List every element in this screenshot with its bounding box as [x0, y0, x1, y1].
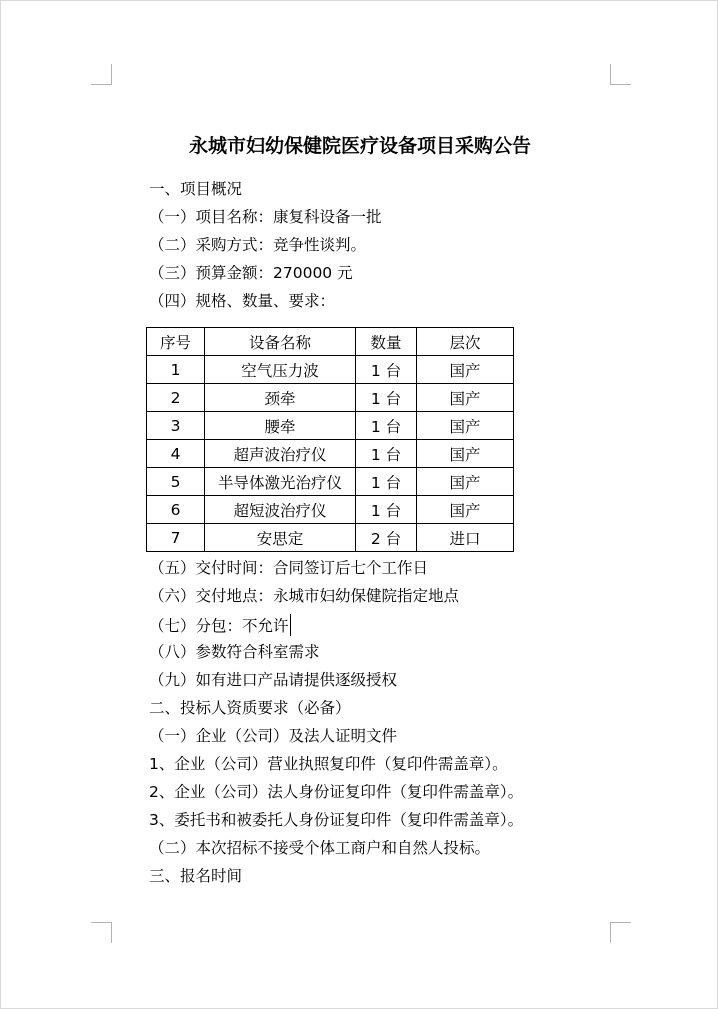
table-row	[147, 496, 514, 524]
parameters-line[interactable]: （八）参数符合科室需求	[149, 643, 320, 661]
budget-line[interactable]: （三）预算金额：270000 元	[149, 264, 353, 282]
table-cell-quantity[interactable]: 1 台	[356, 440, 417, 468]
table-cell-name[interactable]: 半导体激光治疗仪	[205, 468, 356, 496]
table-cell-origin[interactable]: 国产	[417, 496, 514, 524]
subcontract-line[interactable]	[149, 614, 291, 636]
procurement-method-line[interactable]: （二）采购方式：竞争性谈判。	[149, 236, 367, 254]
table-cell-name[interactable]: 安思定	[205, 524, 356, 552]
table-cell-name[interactable]: 颈牵	[205, 384, 356, 412]
table-cell-origin[interactable]: 国产	[417, 412, 514, 440]
text-cursor	[290, 614, 291, 636]
table-cell-origin[interactable]: 国产	[417, 384, 514, 412]
table-cell-origin[interactable]: 国产	[417, 468, 514, 496]
margin-mark-top-right	[610, 64, 631, 85]
project-name-line[interactable]: （一）项目名称：康复科设备一批	[149, 208, 382, 226]
header-cell-quantity[interactable]: 数量	[356, 328, 417, 356]
margin-mark-top-left	[91, 64, 112, 85]
table-cell-index[interactable]: 6	[147, 496, 205, 524]
import-authorization-line[interactable]: （九）如有进口产品请提供逐级授权	[149, 671, 398, 689]
table-cell-index[interactable]: 3	[147, 412, 205, 440]
table-cell-index[interactable]: 1	[147, 356, 205, 384]
header-cell-index[interactable]: 序号	[147, 328, 205, 356]
table-cell-name[interactable]: 腰牵	[205, 412, 356, 440]
qualification-sub2[interactable]: （二）本次招标不接受个体工商户和自然人投标。	[149, 839, 491, 857]
header-cell-origin[interactable]: 层次	[417, 328, 514, 356]
table-cell-origin[interactable]: 国产	[417, 356, 514, 384]
requirement-2[interactable]: 2、企业（公司）法人身份证复印件（复印件需盖章）。	[149, 783, 524, 801]
section-heading-registration[interactable]: 三、报名时间	[149, 867, 243, 885]
header-cell-name[interactable]: 设备名称	[205, 328, 356, 356]
table-cell-quantity[interactable]: 1 台	[356, 496, 417, 524]
table-row	[147, 468, 514, 496]
table-row	[147, 440, 514, 468]
requirement-3[interactable]: 3、委托书和被委托人身份证复印件（复印件需盖章）。	[149, 811, 524, 829]
table-cell-name[interactable]: 空气压力波	[205, 356, 356, 384]
table-cell-quantity[interactable]: 1 台	[356, 412, 417, 440]
spec-heading-line[interactable]: （四）规格、数量、要求：	[149, 292, 336, 310]
table-cell-index[interactable]: 4	[147, 440, 205, 468]
margin-mark-bottom-right	[610, 922, 631, 943]
section-heading-overview[interactable]: 一、项目概况	[149, 180, 243, 198]
table-row	[147, 412, 514, 440]
table-cell-quantity[interactable]: 1 台	[356, 468, 417, 496]
equipment-table[interactable]	[146, 327, 514, 552]
table-cell-origin[interactable]: 国产	[417, 440, 514, 468]
delivery-location-line[interactable]: （六）交付地点：永城市妇幼保健院指定地点	[149, 587, 460, 605]
table-cell-name[interactable]: 超声波治疗仪	[205, 440, 356, 468]
delivery-time-line[interactable]: （五）交付时间：合同签订后七个工作日	[149, 559, 429, 577]
table-cell-quantity[interactable]: 1 台	[356, 356, 417, 384]
table-header-row	[147, 328, 514, 356]
table-cell-origin[interactable]: 进口	[417, 524, 514, 552]
table-cell-index[interactable]: 5	[147, 468, 205, 496]
table-cell-index[interactable]: 2	[147, 384, 205, 412]
table-row	[147, 384, 514, 412]
table-row	[147, 524, 514, 552]
qualification-sub1[interactable]: （一）企业（公司）及法人证明文件	[149, 727, 398, 745]
table-cell-name[interactable]: 超短波治疗仪	[205, 496, 356, 524]
table-row	[147, 356, 514, 384]
subcontract-text[interactable]: （七）分包：不允许	[149, 617, 289, 635]
table-cell-quantity[interactable]: 2 台	[356, 524, 417, 552]
requirement-1[interactable]: 1、企业（公司）营业执照复印件（复印件需盖章）。	[149, 755, 508, 773]
table-cell-index[interactable]: 7	[147, 524, 205, 552]
table-cell-quantity[interactable]: 1 台	[356, 384, 417, 412]
margin-mark-bottom-left	[91, 922, 112, 943]
document-title[interactable]: 永城市妇幼保健院医疗设备项目采购公告	[188, 135, 531, 157]
section-heading-qualification[interactable]: 二、投标人资质要求（必备）	[149, 699, 351, 717]
